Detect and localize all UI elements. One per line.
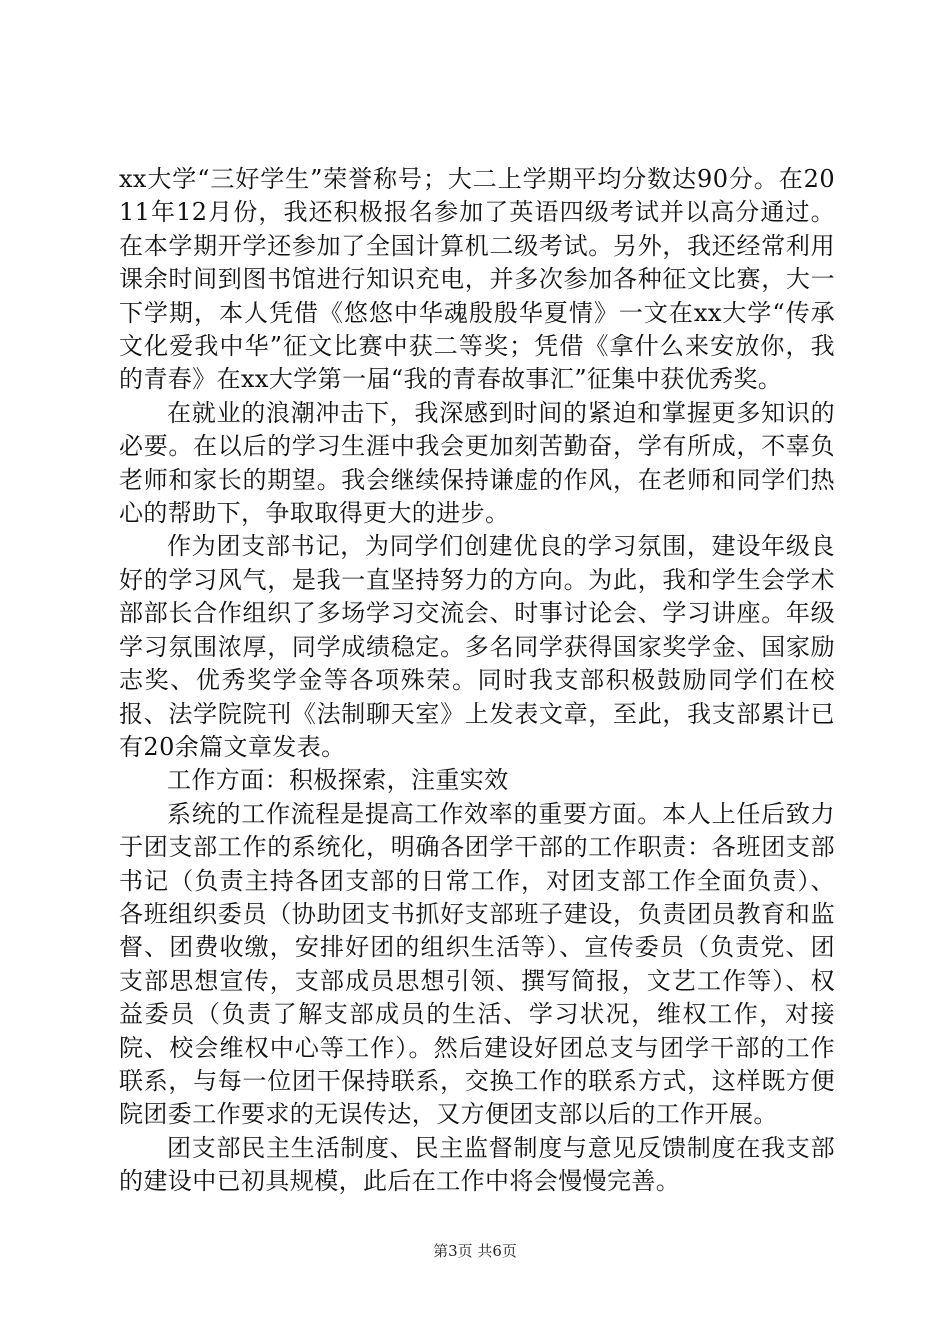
paragraph-3: 作为团支部书记，为同学们创建优良的学习氛围，建设年级良好的学习风气，是我一直坚持努力的方向。为此，我和学生会学术部部长合作组织了多场学习交流会、时事讨论会、学习讲座。年级学习氛围浓厚，同学成绩稳定。多名同学获得国家奖学金、国家励志奖、优秀奖学金等各项殊荣。同时我支部积极鼓励同学们在校报、法学院院刊《法制聊天室》上发表文章，至此，我支部累计已有20余篇文章发表。 bbox=[119, 532, 835, 761]
paragraph-5: 团支部民主生活制度、民主监督制度与意见反馈制度在我支部的建设中已初具规模，此后在工作中将会慢慢完善。 bbox=[119, 1133, 835, 1196]
paragraph-1: xx大学“三好学生”荣誉称号；大二上学期平均分数达90分。在2011年12月份，我还积极报名参加了英语四级考试并以高分通过。在本学期开学还参加了全国计算机二级考试。另外，我还经常利用课余时间到图书馆进行知识充电，并多次参加各种征文比赛，大一下学期，本人凭借《悠悠中华魂殷殷华夏情》一文在xx大学“传承文化爱我中华”征文比赛中获二等奖；凭借《拿什么来安放你，我的青春》在xx大学第一届“我的青春故事汇”征集中获优秀奖。 bbox=[119, 165, 835, 394]
page-number-footer: 第3页 共6页 bbox=[433, 1242, 517, 1260]
section-heading: 工作方面：积极探索，注重实效 bbox=[167, 766, 509, 795]
document-body bbox=[119, 163, 835, 1199]
paragraph-2: 在就业的浪潮冲击下，我深感到时间的紧迫和掌握更多知识的必要。在以后的学习生涯中我会更加刻苦勤奋，学有所成，不辜负老师和家长的期望。我会继续保持谦虚的作风，在老师和同学们热心的帮助下，争取取得更大的进步。 bbox=[119, 398, 835, 528]
paragraph-4: 系统的工作流程是提高工作效率的重要方面。本人上任后致力于团支部工作的系统化，明确各团学干部的工作职责：各班团支部书记（负责主持各团支部的日常工作，对团支部工作全面负责）、各班组织委员（协助团支书抓好支部班子建设，负责团员教育和监督、团费收缴，安排好团的组织生活等）、宣传委员（负责党、团支部思想宣传，支部成员思想引领、撰写简报，文艺工作等）、权益委员（负责了解支部成员的生活、学习状况，维权工作，对接院、校会维权中心等工作）。然后建设好团总支与团学干部的工作联系，与每一位团干保持联系，交换工作的联系方式，这样既方便院团委工作要求的无误传达，又方便团支部以后的工作开展。 bbox=[119, 799, 835, 1129]
